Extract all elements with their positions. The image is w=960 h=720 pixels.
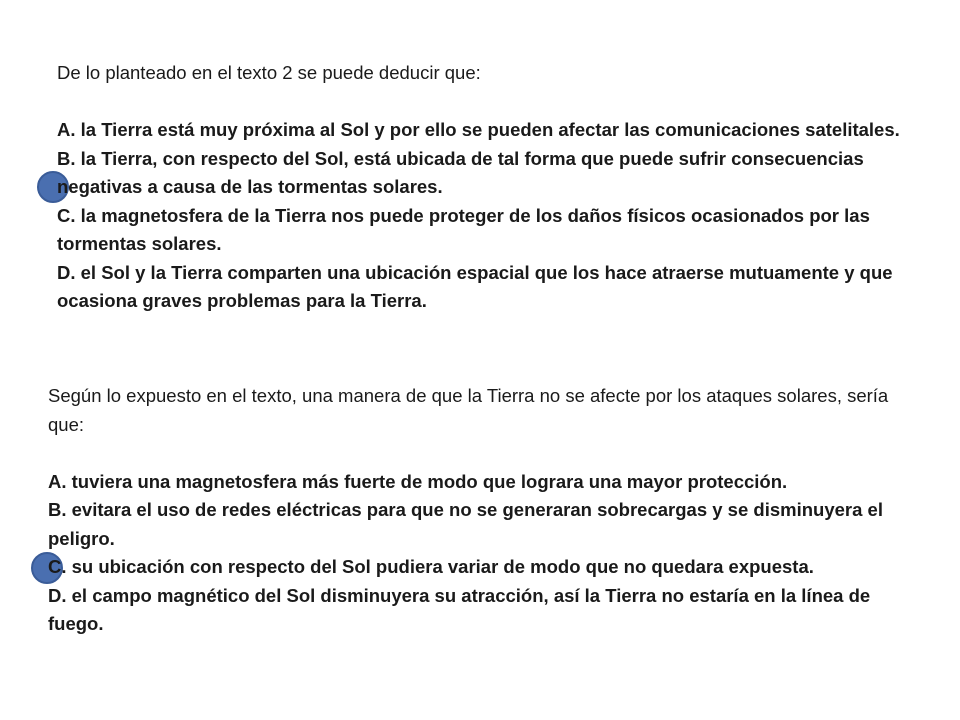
question-1-block xyxy=(57,59,907,316)
question-1-option-a[interactable] xyxy=(57,116,907,145)
option-text: B. la Tierra, con respecto del Sol, está ubicada de tal forma que puede sufrir consecuencias negativas a causa de las tormentas solares. xyxy=(57,147,864,197)
question-1-option-d[interactable] xyxy=(57,259,907,316)
question-2-option-d[interactable] xyxy=(48,582,898,639)
option-text: A. tuviera una magnetosfera más fuerte de modo que lograra una mayor protección. xyxy=(48,470,788,492)
question-1-option-b[interactable] xyxy=(57,145,907,202)
spacer xyxy=(48,439,898,468)
option-text: B. evitara el uso de redes eléctricas para que no se generaran sobrecargas y se disminuyera el peligro. xyxy=(48,499,883,549)
option-text: D. el Sol y la Tierra comparten una ubicación espacial que los hace atraerse mutuamente y que ocasiona graves problemas para la Tierra. xyxy=(57,261,893,311)
option-text: C. la magnetosfera de la Tierra nos puede proteger de los daños físicos ocasionados por las tormentas solares. xyxy=(57,204,870,254)
question-2-option-a[interactable] xyxy=(48,468,898,497)
option-text: D. el campo magnético del Sol disminuyera su atracción, así la Tierra no estaría en la línea de fuego. xyxy=(48,584,871,634)
question-1-option-c[interactable] xyxy=(57,202,907,259)
option-text: C. su ubicación con respecto del Sol pudiera variar de modo que no quedara expuesta. xyxy=(48,556,814,577)
option-text: A. la Tierra está muy próxima al Sol y por ello se pueden afectar las comunicaciones satelitales. xyxy=(57,119,900,140)
question-2-block xyxy=(48,382,898,639)
question-2-option-b[interactable] xyxy=(48,496,898,553)
question-1-prompt: De lo planteado en el texto 2 se puede deducir que: xyxy=(57,62,481,83)
question-2-prompt: Según lo expuesto en el texto, una manera de que la Tierra no se afecte por los ataques solares, sería que: xyxy=(48,385,889,435)
question-2-option-c[interactable] xyxy=(48,553,898,582)
spacer xyxy=(57,88,907,117)
